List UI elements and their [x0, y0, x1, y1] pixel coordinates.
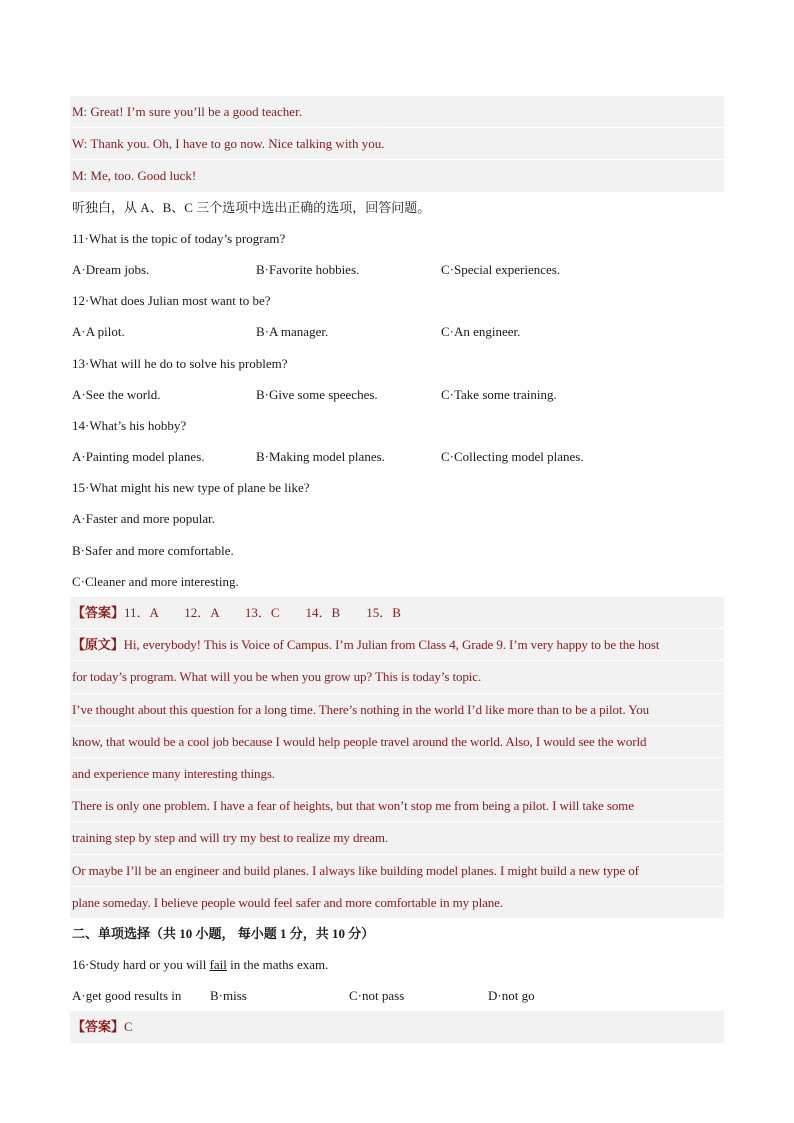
option-c: C·not pass — [349, 988, 405, 1004]
option-a: A·get good results in — [72, 988, 182, 1004]
answer-block — [70, 597, 724, 628]
original-text-line: and experience many interesting things. — [70, 757, 724, 789]
option-c: C·Collecting model planes. — [441, 449, 584, 465]
original-text-line: know, that would be a cool job because I would help people travel around the world. Also, I would see the world — [70, 725, 724, 757]
question-13: 13·What will he do to solve his problem? — [72, 355, 288, 371]
option-b: B·Give some speeches. — [256, 386, 378, 402]
options-13 — [70, 379, 724, 410]
options-14 — [70, 441, 724, 472]
dialogue-line: W: Thank you. Oh, I have to go now. Nice talking with you. — [70, 127, 724, 159]
option-c: C·Special experiences. — [441, 261, 561, 277]
document-page — [70, 96, 724, 1043]
original-text-line: Or maybe I’ll be an engineer and build planes. I always like building model planes. I might build a new type of — [70, 854, 724, 886]
option-b: B·Safer and more comfortable. — [72, 542, 234, 558]
option-a: A·See the world. — [72, 386, 161, 402]
option-a: A·Painting model planes. — [72, 449, 205, 465]
original-text-line: There is only one problem. I have a fear of heights, but that won’t stop me from being a pilot. I will take some — [70, 789, 724, 821]
dialogue-line: M: Great! I’m sure you’ll be a good teacher. — [70, 96, 724, 127]
option-d: D·not go — [488, 988, 535, 1004]
options-12 — [70, 316, 724, 347]
original-text-line: for today’s program. What will you be when you grow up? This is today’s topic. — [70, 660, 724, 692]
question-15: 15·What might his new type of plane be like? — [72, 480, 310, 496]
option-c: C·Cleaner and more interesting. — [72, 573, 239, 589]
answer-values: 11．A 12．A 13．C 14．B 15．B — [124, 605, 401, 620]
answer-value: C — [124, 1019, 133, 1035]
option-b: B·Favorite hobbies. — [256, 261, 360, 277]
section-title: 二、单项选择（共 10 小题， 每小题 1 分，共 10 分） — [72, 925, 375, 941]
option-a: A·Faster and more popular. — [72, 511, 215, 527]
question-16: 16·Study hard or you will fail in the maths exam. — [72, 957, 329, 973]
section-instruction: 听独白，从 A、B、C 三个选项中选出正确的选项，回答问题。 — [72, 199, 431, 215]
answer-label: 【答案】 — [72, 1019, 125, 1035]
question-14: 14·What’s his hobby? — [72, 417, 187, 433]
original-text-line: I’ve thought about this question for a long time. There’s nothing in the world I’d like more than to be a pilot. You — [70, 693, 724, 725]
original-text-line: 【原文】Hi, everybody! This is Voice of Campus. I’m Julian from Class 4, Grade 9. I’m very happy to be the host — [70, 628, 724, 660]
option-c: C·Take some training. — [441, 386, 557, 402]
dialogue-line: M: Me, too. Good luck! — [70, 159, 724, 191]
options-11 — [70, 254, 724, 285]
original-text-line: plane someday. I believe people would feel safer and more comfortable in my plane. — [70, 886, 724, 918]
question-11: 11·What is the topic of today’s program? — [72, 230, 286, 246]
question-12: 12·What does Julian most want to be? — [72, 293, 271, 309]
option-a: A·A pilot. — [72, 324, 125, 340]
answer-block — [70, 1011, 724, 1042]
option-b: B·miss — [210, 988, 247, 1004]
option-a: A·Dream jobs. — [72, 261, 150, 277]
original-text-line: training step by step and will try my best to realize my dream. — [70, 821, 724, 853]
option-b: B·Making model planes. — [256, 449, 385, 465]
answer-label: 【答案】 — [72, 605, 125, 620]
options-16 — [70, 980, 724, 1011]
option-b: B·A manager. — [256, 324, 329, 340]
option-c: C·An engineer. — [441, 324, 521, 340]
original-text-label: 【原文】 — [72, 637, 124, 653]
underlined-word: fail — [209, 957, 227, 973]
